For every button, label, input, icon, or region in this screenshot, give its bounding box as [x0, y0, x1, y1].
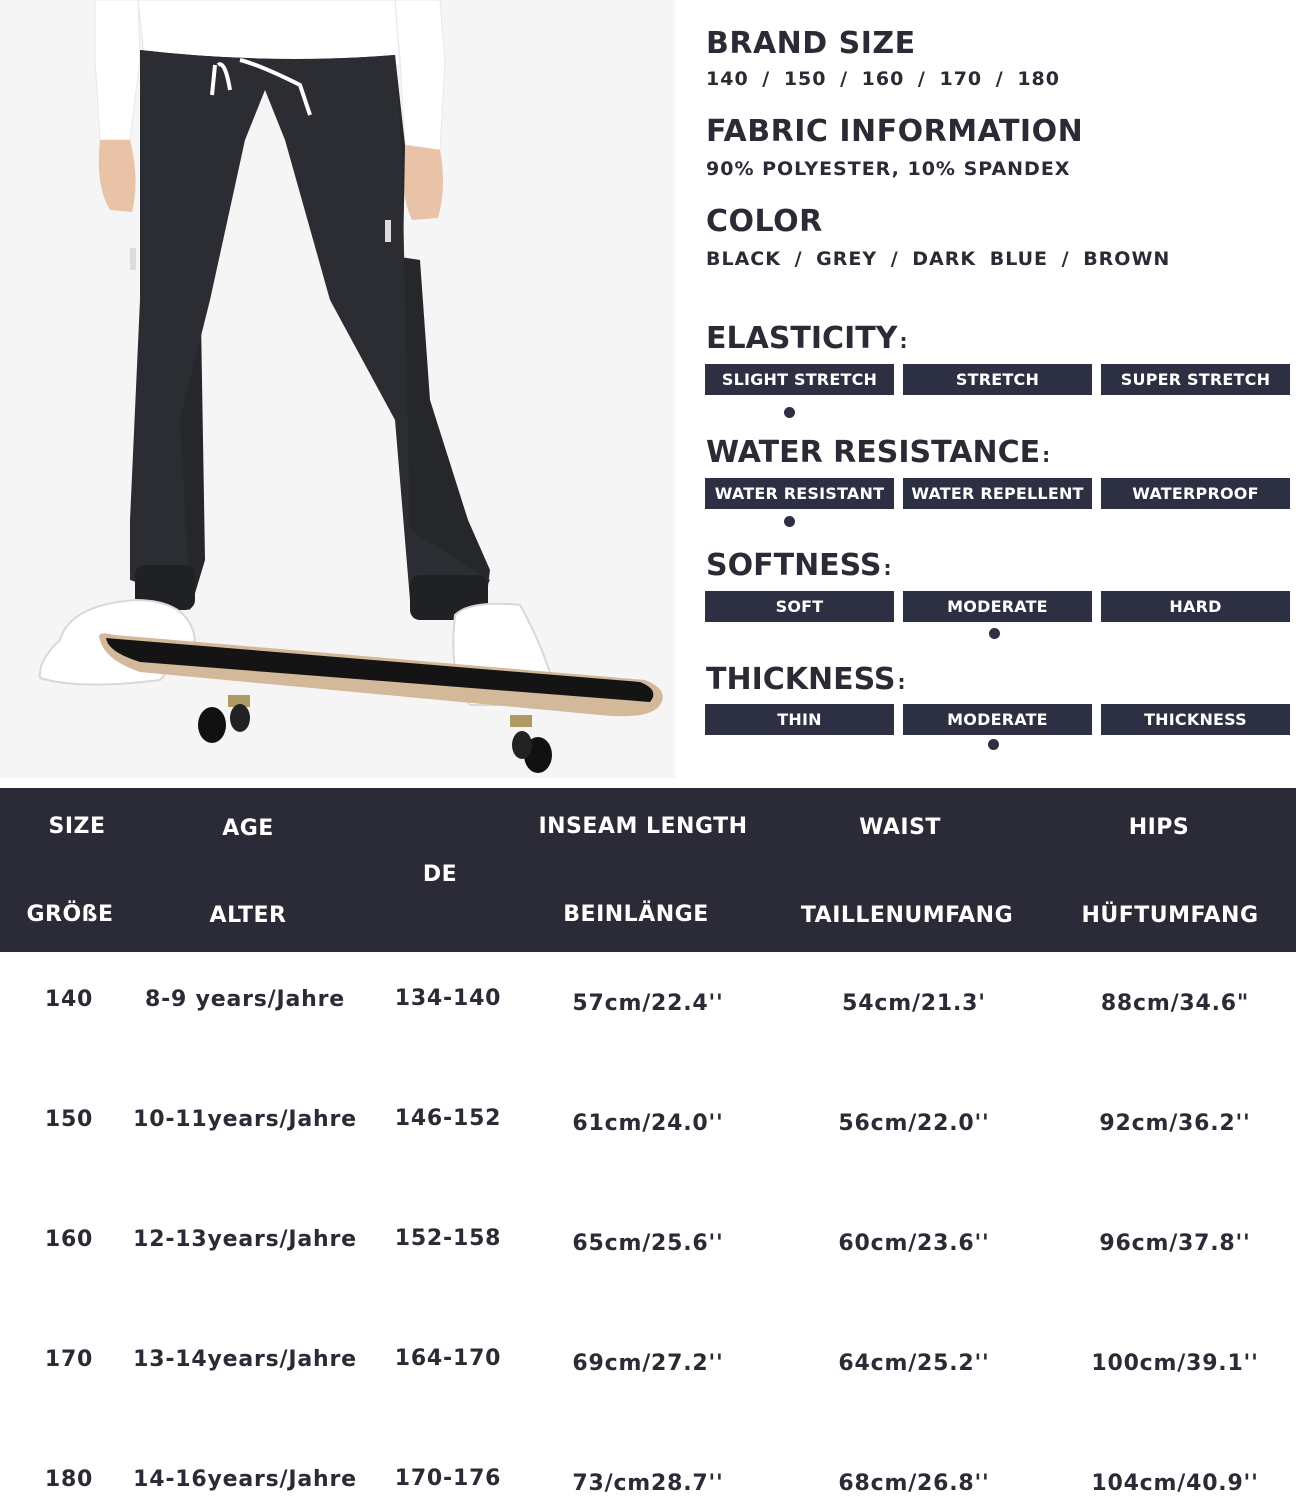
table-cell-waist: 64cm/25.2'' [838, 1351, 990, 1376]
table-cell-inseam: 73/cm28.7'' [572, 1471, 724, 1496]
thickness-option-3: THICKNESS [1101, 704, 1290, 735]
table-cell-hips: 92cm/36.2'' [1099, 1111, 1251, 1136]
softness-option-2: MODERATE [903, 591, 1092, 622]
table-cell-inseam: 61cm/24.0'' [572, 1111, 724, 1136]
header-age: AGE [222, 816, 274, 841]
table-cell-size: 170 [44, 1347, 94, 1372]
header-inseam-de: BEINLÄNGE [563, 902, 709, 927]
table-cell-de: 152-158 [394, 1226, 502, 1251]
table-cell-inseam: 69cm/27.2'' [572, 1351, 724, 1376]
table-cell-inseam: 57cm/22.4'' [572, 991, 724, 1016]
table-cell-de: 170-176 [394, 1466, 502, 1491]
table-cell-age: 12-13years/Jahre [133, 1227, 357, 1252]
header-size-de: GRÖßE [26, 902, 114, 927]
header-hips-de: HÜFTUMFANG [1081, 903, 1259, 928]
thickness-title: THICKNESS : [706, 662, 906, 697]
thickness-option-2: MODERATE [903, 704, 1092, 735]
header-hips: HIPS [1128, 815, 1190, 840]
table-cell-age: 10-11years/Jahre [133, 1107, 357, 1132]
table-cell-age: 13-14years/Jahre [133, 1347, 357, 1372]
fabric-value: 90% POLYESTER, 10% SPANDEX [706, 158, 1071, 180]
softness-title: SOFTNESS : [706, 548, 892, 583]
header-waist: WAIST [859, 815, 941, 840]
table-cell-age: 14-16years/Jahre [133, 1467, 357, 1492]
color-title: COLOR [706, 204, 823, 239]
size-table-header [0, 788, 1296, 952]
elasticity-option-1: SLIGHT STRETCH [705, 364, 894, 395]
table-cell-hips: 96cm/37.8'' [1099, 1231, 1251, 1256]
water-option-2: WATER REPELLENT [903, 478, 1092, 509]
elasticity-title: ELASTICITY : [706, 321, 908, 356]
water-resistance-title: WATER RESISTANCE : [706, 435, 1051, 470]
header-age-de: ALTER [209, 903, 287, 928]
table-cell-waist: 56cm/22.0'' [838, 1111, 990, 1136]
color-values: BLACK / GREY / DARK BLUE / BROWN [706, 248, 1171, 270]
table-cell-hips: 100cm/39.1'' [1091, 1351, 1259, 1376]
table-cell-hips: 88cm/34.6" [1100, 991, 1250, 1016]
header-inseam: INSEAM LENGTH [538, 814, 748, 839]
softness-option-3: HARD [1101, 591, 1290, 622]
header-de: DE [422, 862, 458, 887]
fabric-title: FABRIC INFORMATION [706, 114, 1084, 149]
table-cell-de: 146-152 [394, 1106, 502, 1131]
product-photo [0, 0, 675, 778]
thickness-selected-dot [988, 739, 999, 750]
elasticity-selected-dot [784, 407, 795, 418]
table-cell-inseam: 65cm/25.6'' [572, 1231, 724, 1256]
softness-option-1: SOFT [705, 591, 894, 622]
table-cell-waist: 60cm/23.6'' [838, 1231, 990, 1256]
table-cell-de: 134-140 [394, 986, 502, 1011]
elasticity-option-2: STRETCH [903, 364, 1092, 395]
water-option-3: WATERPROOF [1101, 478, 1290, 509]
table-cell-size: 150 [44, 1107, 94, 1132]
header-waist-de: TAILLENUMFANG [800, 903, 1014, 928]
thickness-option-1: THIN [705, 704, 894, 735]
water-option-1: WATER RESISTANT [705, 478, 894, 509]
table-cell-de: 164-170 [394, 1346, 502, 1371]
table-cell-waist: 68cm/26.8'' [838, 1471, 990, 1496]
water-selected-dot [784, 516, 795, 527]
table-cell-size: 140 [44, 987, 94, 1012]
softness-selected-dot [989, 628, 1000, 639]
table-cell-size: 160 [44, 1227, 94, 1252]
table-cell-hips: 104cm/40.9'' [1091, 1471, 1259, 1496]
brand-size-values: 140 / 150 / 160 / 170 / 180 [706, 68, 1060, 90]
table-cell-waist: 54cm/21.3' [842, 991, 986, 1016]
brand-size-title: BRAND SIZE [706, 26, 916, 61]
elasticity-option-3: SUPER STRETCH [1101, 364, 1290, 395]
table-cell-size: 180 [44, 1467, 94, 1492]
header-size: SIZE [48, 814, 106, 839]
table-cell-age: 8-9 years/Jahre [145, 987, 345, 1012]
